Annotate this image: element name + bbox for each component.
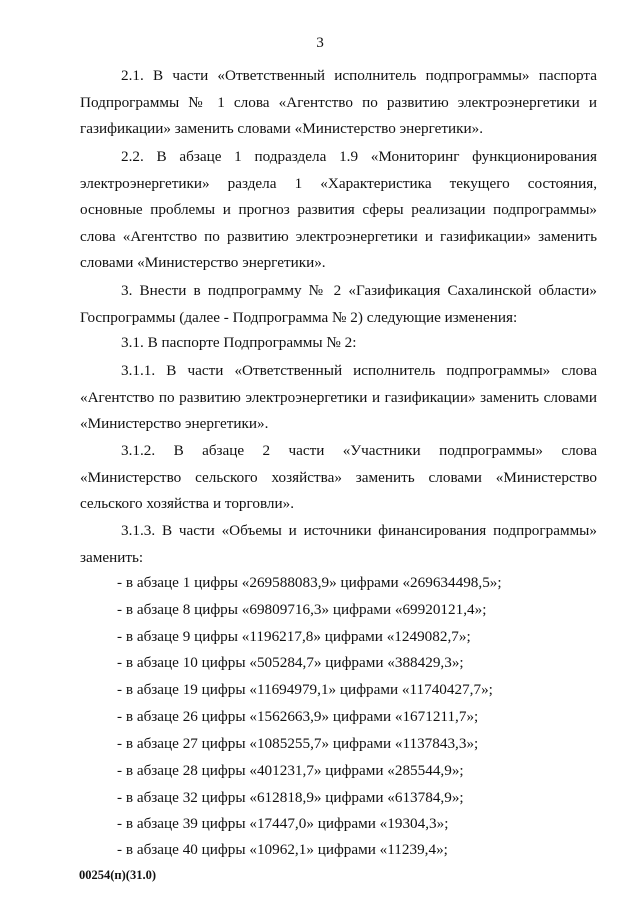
list-item: - в абзаце 32 цифры «612818,9» цифрами «613784,9»;	[117, 789, 464, 806]
list-item: - в абзаце 10 цифры «505284,7» цифрами «388429,3»;	[117, 654, 464, 671]
paragraph-3-1-3	[80, 518, 597, 571]
text-line: сельского хозяйства и торговли».	[80, 495, 295, 512]
list-item: - в абзаце 28 цифры «401231,7» цифрами «285544,9»;	[117, 762, 464, 779]
text-line: 2.1. В части «Ответственный исполнитель подпрограммы» паспорта	[121, 67, 597, 84]
paragraph-3-1	[80, 330, 597, 357]
text-line: основные проблемы и прогноз развития сферы реализации подпрограммы»	[80, 201, 597, 218]
list-item: - в абзаце 19 цифры «11694979,1» цифрами «11740427,7»;	[117, 681, 493, 698]
text-line: 2.2. В абзаце 1 подраздела 1.9 «Мониторинг функционирования	[121, 148, 597, 165]
paragraph-2-1	[80, 63, 597, 143]
list-item: - в абзаце 9 цифры «1196217,8» цифрами «1249082,7»;	[117, 628, 471, 645]
text-line: 3.1.3. В части «Объемы и источники финансирования подпрограммы»	[121, 522, 597, 539]
text-line: словами «Министерство энергетики».	[80, 254, 326, 271]
list-item: - в абзаце 40 цифры «10962,1» цифрами «11239,4»;	[117, 841, 448, 858]
paragraph-2-2	[80, 144, 597, 277]
text-line: «Агентство по развитию электроэнергетики и газификации» заменить словами	[80, 388, 597, 406]
text-line: 3.1.1. В части «Ответственный исполнитель подпрограммы» слова	[121, 362, 597, 379]
text-line: электроэнергетики» раздела 1 «Характеристика текущего состояния,	[80, 174, 597, 192]
text-line: заменить:	[80, 548, 144, 566]
paragraph-3	[80, 278, 597, 331]
page-number: 3	[316, 34, 324, 51]
text-line: газификации» заменить словами «Министерство энергетики».	[80, 120, 484, 137]
list-item: - в абзаце 39 цифры «17447,0» цифрами «19304,3»;	[117, 815, 449, 832]
text-line: «Министерство сельского хозяйства» заменить словами «Министерство	[80, 468, 597, 486]
list-item: - в абзаце 1 цифры «269588083,9» цифрами «269634498,5»;	[117, 574, 502, 591]
text-line: Госпрограммы (далее - Подпрограмма № 2) следующие изменения:	[80, 308, 518, 326]
text-line: 3.1. В паспорте Подпрограммы № 2:	[121, 334, 357, 351]
list-item: - в абзаце 27 цифры «1085255,7» цифрами «1137843,3»;	[117, 735, 479, 752]
paragraph-3-1-2	[80, 438, 597, 518]
text-line: Подпрограммы № 1 слова «Агентство по развитию электроэнергетики и	[80, 93, 597, 111]
paragraph-3-1-1	[80, 358, 597, 438]
list-item: - в абзаце 26 цифры «1562663,9» цифрами «1671211,7»;	[117, 708, 479, 725]
text-line: 3. Внести в подпрограмму № 2 «Газификация Сахалинской области»	[121, 282, 597, 299]
text-line: слова «Агентство по развитию электроэнергетики и газификации» заменить	[80, 227, 597, 245]
text-line: 3.1.2. В абзаце 2 части «Участники подпрограммы» слова	[121, 442, 597, 459]
text-line: «Министерство энергетики».	[80, 415, 269, 432]
list-item: - в абзаце 8 цифры «69809716,3» цифрами «69920121,4»;	[117, 601, 487, 618]
document-code: 00254(п)(31.0)	[79, 868, 156, 882]
